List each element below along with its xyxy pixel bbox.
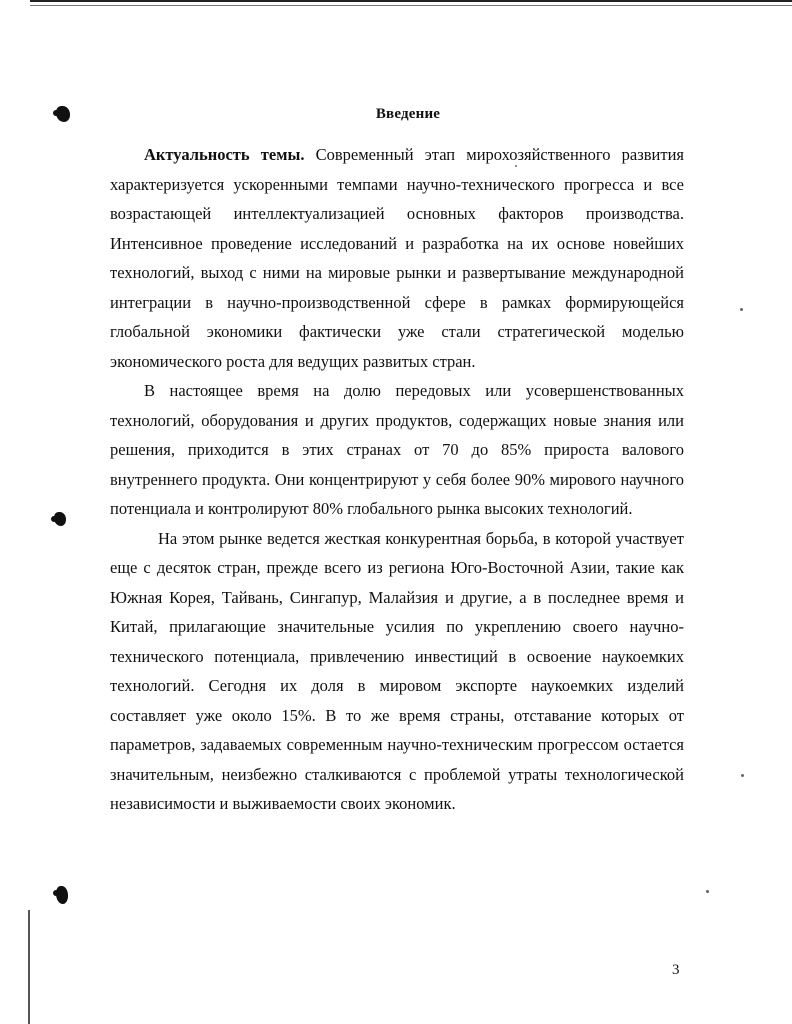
paragraph bbox=[110, 140, 684, 376]
binder-hole-mark bbox=[56, 886, 68, 904]
scan-speck bbox=[706, 890, 709, 893]
paragraph-text: На этом рынке ведется жесткая конкурентная борьба, в которой участвует еще с десяток стран, прежде всего из региона Юго-Восточной Азии, такие как Южная Корея, Тайвань, Сингапур, Малайзия и другие, а в последнее время и Китай, прилагающие значительные усилия по укреплению своего научно-технического потенциала, привлечению инвестиций в освоение наукоемких технологий. Сегодня их доля в мировом экспорте наукоемких изделий составляет уже около 15%. В то же время страны, отставание которых от параметров, задаваемых современным научно-техническим прогрессом остается значительным, неизбежно сталкиваются с проблемой утраты технологической независимости и выживаемости своих экономик. bbox=[110, 528, 684, 813]
scan-top-border-thin bbox=[30, 5, 792, 6]
paragraph-lead: Актуальность темы. bbox=[144, 145, 305, 164]
page-number: 3 bbox=[672, 962, 680, 978]
scan-speck bbox=[740, 308, 743, 311]
page-title: Введение bbox=[375, 106, 441, 122]
paragraph bbox=[110, 376, 684, 524]
scan-top-border bbox=[30, 0, 792, 2]
binder-hole-mark bbox=[54, 512, 66, 526]
document-body bbox=[110, 140, 684, 819]
paragraph-text: В настоящее время на долю передовых или усовершенствованных технологий, оборудования и других продуктов, содержащих новые знания или решения, приходится в этих странах от 70 до 85% прироста валового внутреннего продукта. Они концентрируют у себя более 90% мирового научного потенциала и контролируют 80% глобального рынка высоких технологий. bbox=[110, 381, 684, 518]
scan-left-edge bbox=[28, 910, 30, 1024]
paragraph-text: Современный этап мирохозяйственного развития характеризуется ускоренными темпами научно-технического прогресса и все возрастающей интеллектуализацией основных факторов производства. Интенсивное проведение исследований и разработка на их основе новейших технологий, выход с ними на мировые рынки и развертывание международной интеграции в научно-производственной сфере в рамках формирующейся глобальной экономики фактически уже стали стратегической моделью экономического роста для ведущих развитых стран. bbox=[110, 145, 684, 371]
paragraph bbox=[110, 524, 684, 819]
scan-speck bbox=[741, 774, 744, 777]
